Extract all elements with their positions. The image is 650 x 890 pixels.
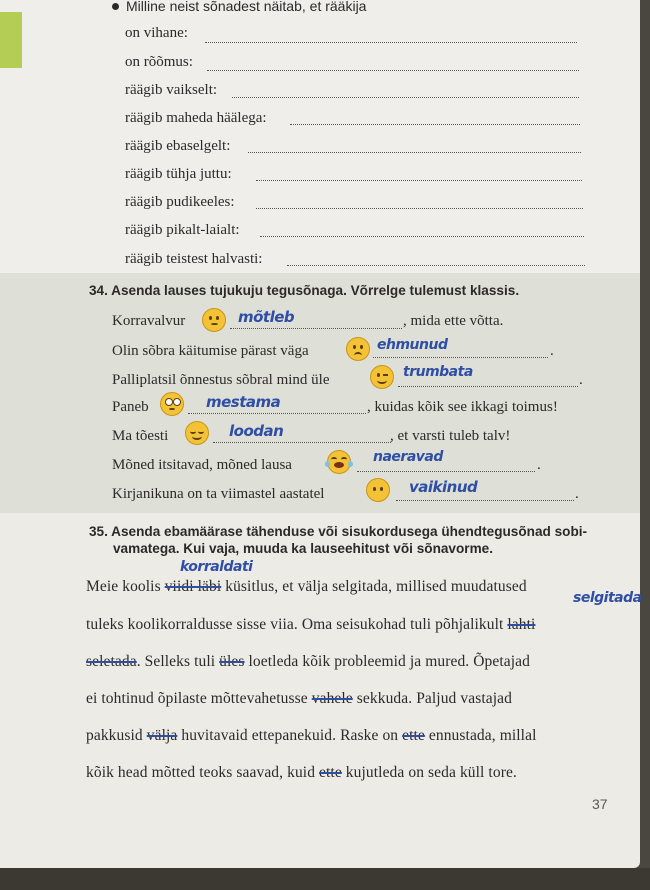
answer-line [248,152,581,153]
sentence-end: , mida ette võtta. [403,313,504,329]
answer-line [287,265,585,266]
silent-face-icon [366,478,390,502]
answer-line [256,180,582,181]
handwritten-answer: loodan [229,422,284,440]
sentence-start: Kirjanikuna on ta viimastel aastatel [112,486,325,502]
exercise-35-heading-line1: 35. Asenda ebamäärase tähenduse või sisukordusega ühendtegusõnad sobi- [89,524,588,539]
paragraph-line: seletada. Selleks tuli üles loetleda kõik probleemid ja mured. Õpetajad [86,653,531,670]
handwritten-answer: mestama [206,393,281,411]
paragraph-line: ei tohtinud õpilaste mõttevahetusse vahele sekkuda. Paljud vastajad [86,690,512,707]
handwritten-correction: korraldati [180,559,253,575]
struck-word: ette [402,727,425,744]
sentence-start: Paneb [112,399,149,415]
question-item: räägib tühja juttu: [125,166,232,182]
struck-word: välja [146,727,178,744]
sentence-end: , kuidas kõik see ikkagi toimus! [367,399,558,415]
answer-line [290,124,580,125]
sad-face-icon [346,337,370,361]
paragraph-line: pakkusid välja huvitavaid ettepanekuid. Raske on ette ennustada, millal [86,727,537,744]
question-item: räägib pikalt-laialt: [125,222,240,238]
answer-line [205,42,577,43]
sentence-end: . [579,372,583,388]
answer-line [213,442,391,443]
sentence-start: Korravalvur [112,313,186,329]
struck-word: seletada [86,653,137,670]
handwritten-correction: selgitada [573,590,642,606]
answer-line [207,70,579,71]
sentence-end: . [537,457,541,473]
paragraph-line: tuleks koolikorraldusse sisse viia. Oma seisukohad tuli põhjalikult lahti [86,616,536,633]
question-item: räägib teistest halvasti: [125,251,263,267]
answer-line [188,413,366,414]
struck-word: viidi läbi [164,578,222,595]
question-item: räägib pudikeeles: [125,194,235,210]
struck-word: üles [219,653,245,670]
sentence-start: Palliplatsil õnnestus sõbral mind üle [112,372,330,388]
answer-line [232,97,579,98]
laughing-face-icon [327,450,351,474]
question-item: räägib ebaselgelt: [125,138,231,154]
page-top-area [0,0,640,273]
paragraph-line: Meie koolis viidi läbi küsitlus, et välja selgitada, millised muudatused [86,578,527,595]
question-item: on vihane: [125,25,188,41]
answer-line [357,471,535,472]
sentence-start: Mõned itsitavad, mõned lausa [112,457,292,473]
question-item: on rõõmus: [125,54,193,70]
sentence-end: . [575,486,579,502]
answer-line [260,236,584,237]
winking-face-icon [370,365,394,389]
exercise-35-heading-line2: vamatega. Kui vaja, muuda ka lauseehitust või sõnavorme. [113,541,494,556]
paragraph-line: kõik head mõtted teoks saavad, kuid ette kujutleda on seda küll tore. [86,764,517,781]
flushed-face-icon [160,392,184,416]
question-item: räägib vaikselt: [125,82,218,98]
question-intro: Milline neist sõnadest näitab, et rääkija [126,0,367,14]
background-surface [0,868,650,890]
exercise-34-background [0,273,640,513]
relieved-face-icon [185,421,209,445]
handwritten-answer: trumbata [403,364,473,380]
question-item: räägib maheda häälega: [125,110,267,126]
answer-line [398,386,578,387]
handwritten-answer: ehmunud [377,337,448,353]
struck-word: vahele [311,690,353,707]
answer-line [256,208,583,209]
struck-word: ette [319,764,342,781]
handwritten-answer: mõtleb [238,308,295,326]
sentence-start: Ma tõesti [112,428,169,444]
handwritten-answer: naeravad [373,449,443,465]
sentence-start: Olin sõbra käitumise pärast väga [112,343,309,359]
answer-line [230,328,402,329]
handwritten-answer: vaikinud [409,478,478,496]
sentence-end: . [550,343,554,359]
page-number: 37 [592,796,608,812]
sentence-end: , et varsti tuleb talv! [390,428,511,444]
green-margin-tab [0,12,22,68]
bullet-point [112,3,119,10]
exercise-34-heading: 34. Asenda lauses tujukuju tegusõnaga. Võrrelge tulemust klassis. [89,283,520,298]
struck-word: lahti [507,616,536,633]
thinking-face-icon [202,308,226,332]
answer-line [396,500,574,501]
answer-line [373,357,548,358]
